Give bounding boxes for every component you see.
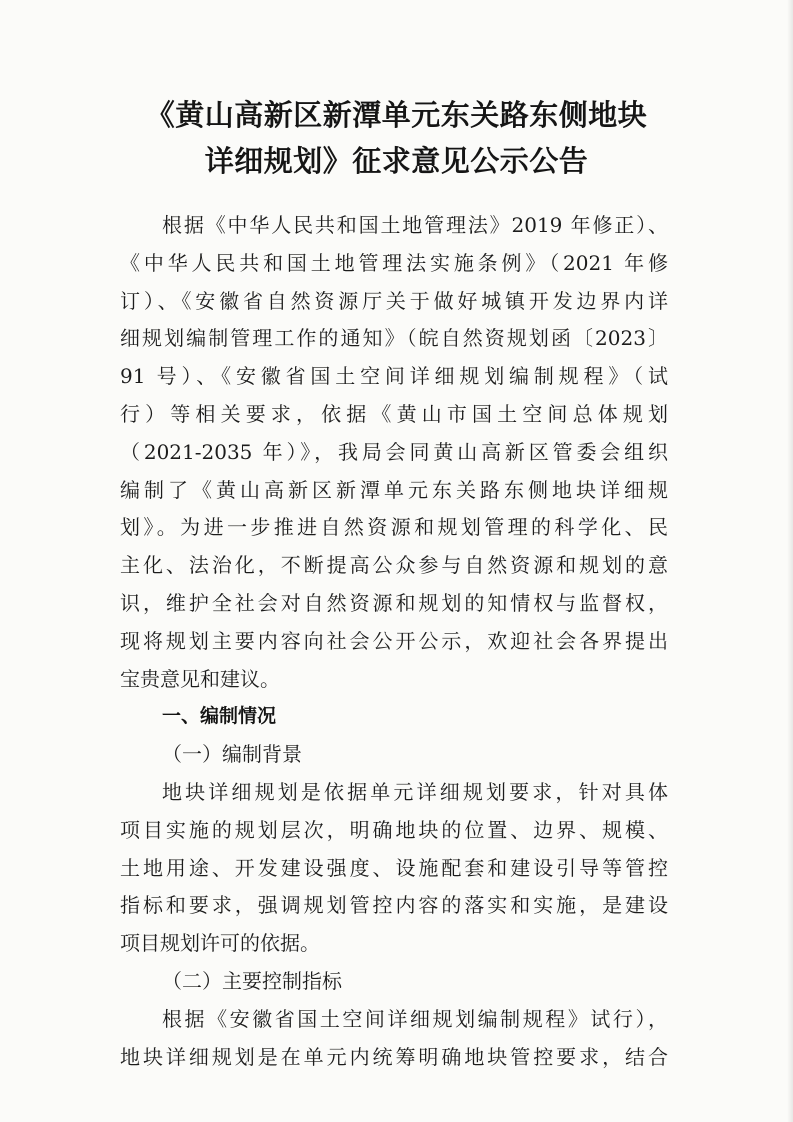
document-body <box>120 207 668 1076</box>
paragraph-line: 行）等相关要求，依据《黄山市国土空间总体规划 <box>120 401 668 426</box>
paragraph-line: 细规划编制管理工作的通知》（皖自然资规划函〔2023〕 <box>120 326 668 351</box>
paragraph-line: 土地用途、开发建设强度、设施配套和建设引导等管控 <box>120 855 668 880</box>
paragraph-line: 划》。为进一步推进自然资源和规划管理的科学化、民 <box>120 515 668 540</box>
paragraph-line: 编制了《黄山高新区新潭单元东关路东侧地块详细规 <box>120 477 668 502</box>
paragraph-line: 地块详细规划是依据单元详细规划要求，针对具体 <box>162 779 668 804</box>
paragraph-line: 项目实施的规划层次，明确地块的位置、边界、规模、 <box>120 817 668 842</box>
page-edge-shadow <box>787 0 793 1122</box>
title-line-2: 详细规划》征求意见公示公告 <box>204 144 589 178</box>
paragraph-line: 指标和要求，强调规划管控内容的落实和实施，是建设 <box>120 893 668 918</box>
section-heading-1: 一、编制情况 <box>162 705 277 728</box>
paragraph-line: （2021-2035 年）》，我局会同黄山高新区管委会组织 <box>120 439 668 464</box>
subsection-heading-1: （一）编制背景 <box>162 742 302 767</box>
paragraph-line: 现将规划主要内容向社会公开公示，欢迎社会各界提出 <box>120 628 668 653</box>
paragraph-line: 识，维护全社会对自然资源和规划的知情权与监督权， <box>120 590 668 615</box>
paragraph-line: 地块详细规划是在单元内统筹明确地块管控要求，结合 <box>120 1044 668 1069</box>
title-line-1: 《黄山高新区新潭单元东关路东侧地块 <box>145 98 648 132</box>
paragraph-line: 项目规划许可的依据。 <box>120 931 320 956</box>
paragraph-line: 《中华人民共和国土地管理法实施条例》（2021 年修 <box>120 250 668 275</box>
paragraph-line: 订）、《安徽省自然资源厅关于做好城镇开发边界内详 <box>120 288 668 313</box>
indicators-paragraph <box>120 1001 668 1077</box>
paragraph-line: 主化、法治化，不断提高公众参与自然资源和规划的意 <box>120 553 668 578</box>
intro-paragraph <box>120 207 668 698</box>
paragraph-line: 根据《安徽省国土空间详细规划编制规程》试行）， <box>162 1006 668 1031</box>
background-paragraph <box>120 774 668 963</box>
document-title <box>0 92 793 184</box>
paragraph-line: 根据《中华人民共和国土地管理法》2019 年修正）、 <box>162 213 668 237</box>
subsection-heading-2: （二）主要控制指标 <box>162 968 342 993</box>
paragraph-line: 91 号）、《安徽省国土空间详细规划编制规程》（试 <box>120 364 668 389</box>
paragraph-line: 宝贵意见和建议。 <box>120 666 280 691</box>
